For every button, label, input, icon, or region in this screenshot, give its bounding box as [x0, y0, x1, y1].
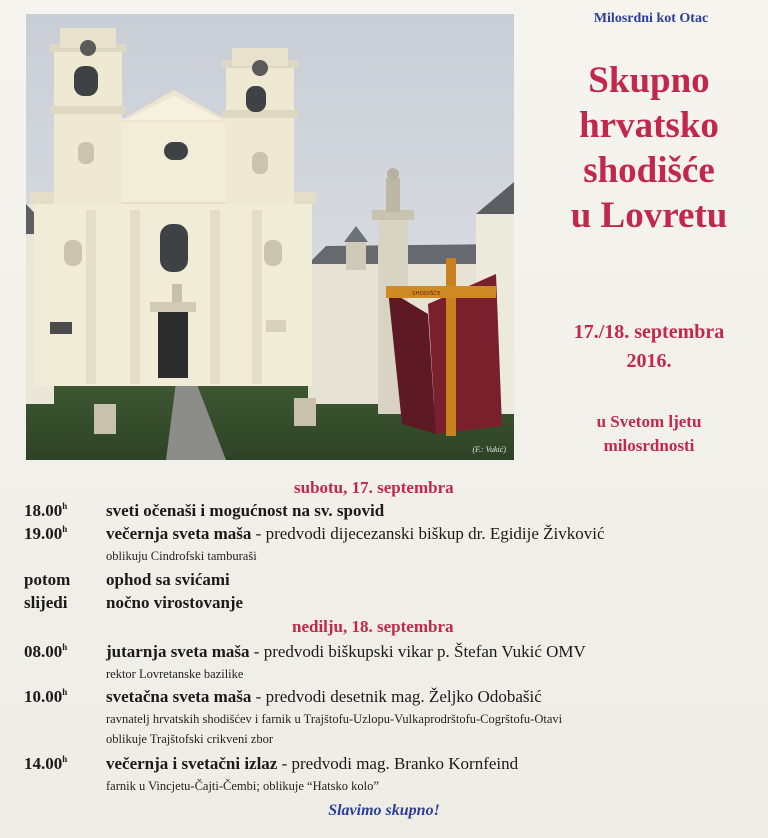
basilica-photo — [26, 14, 514, 460]
jubilee-note — [530, 410, 768, 458]
date-line-2: 2016. — [626, 350, 672, 372]
schedule-event: ophod sa svićami — [106, 570, 230, 589]
schedule-event: svetačna sveta maša - predvodi desetnik mag. Željko Odobašić — [106, 687, 542, 706]
tagline: Milosrdni kot Otac — [593, 11, 709, 26]
title-line-2: hrvatsko — [579, 105, 719, 146]
jubilee-line-1: u Svetom ljetu — [596, 412, 702, 431]
schedule-note: farnik u Vincjetu-Čajti-Čembi; oblikuje “Hatsko kolo” — [106, 779, 379, 793]
schedule-time: 08.00$^h$ — [24, 642, 68, 661]
schedule-note: oblikuje Trajštofski crikveni zbor — [106, 732, 273, 746]
schedule-event: večernja sveta maša - predvodi dijecezanski biškup dr. Egidije Živković — [106, 524, 605, 543]
schedule-event: večernja i svetačni izlaz - predvodi mag. Branko Kornfeind — [106, 754, 519, 773]
schedule-note: ravnatelj hrvatskih shodišćev i farnik u Trajštofu-Uzlopu-Vulkaprodrštofu-Cogrštofu-Otavi — [106, 712, 563, 726]
main-title — [530, 58, 768, 238]
schedule-event: jutarnja sveta maša - predvodi biškupski vikar p. Štefan Vukić OMV — [106, 642, 586, 661]
schedule-time: potom — [24, 570, 71, 589]
schedule-note: rektor Lovretanske bazilike — [106, 667, 244, 681]
schedule-time: 19.00$^h$ — [24, 524, 68, 543]
schedule-time: 14.00$^h$ — [24, 754, 68, 773]
saturday-heading: subotu, 17. septembra — [294, 478, 454, 497]
sunday-heading: nedilju, 18. septembra — [292, 617, 454, 636]
schedule-time: 10.00$^h$ — [24, 687, 68, 706]
title-line-1: Skupno — [588, 60, 710, 101]
schedule-time: slijedi — [24, 593, 68, 612]
event-date — [530, 318, 768, 376]
schedule-note: oblikuju Cindrofski tamburaši — [106, 549, 257, 563]
jubilee-line-2: milosrdnosti — [603, 436, 695, 455]
cross-sign-text: SHODIŠĆE — [412, 291, 441, 297]
title-line-4: u Lovretu — [570, 195, 728, 236]
schedule-event: nočno virostovanje — [106, 593, 244, 612]
schedule-time: 18.00$^h$ — [24, 501, 68, 520]
closing-line: Slavimo skupno! — [328, 802, 440, 819]
photo-credit: (F.: Vukić) — [472, 445, 506, 454]
title-line-3: shodišće — [583, 150, 715, 191]
schedule-event: sveti očenaši i mogućnost na sv. spovid — [106, 501, 385, 520]
date-line-1: 17./18. septembra — [573, 321, 725, 343]
